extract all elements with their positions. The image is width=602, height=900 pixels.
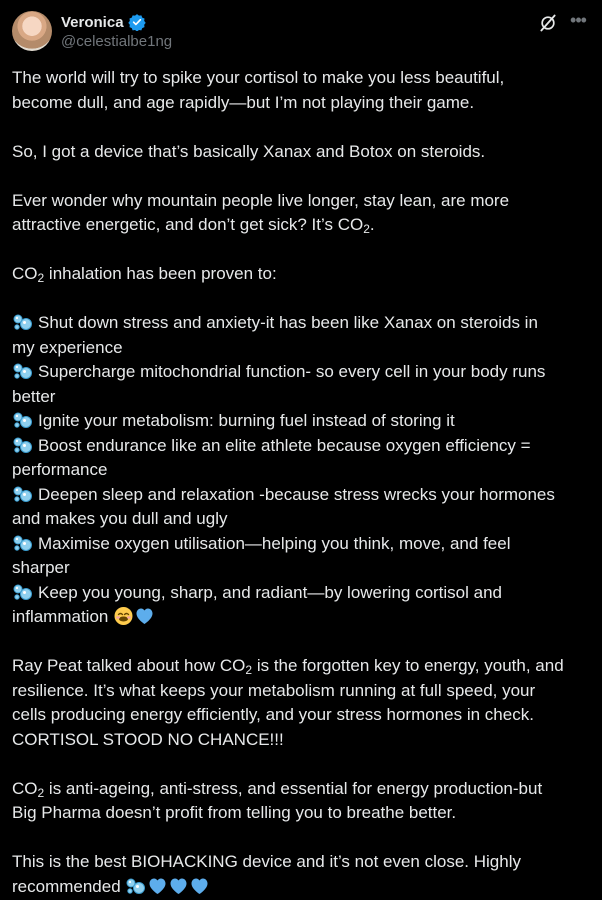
paragraph-5 bbox=[12, 654, 594, 752]
text-line bbox=[12, 654, 594, 679]
author-names bbox=[61, 12, 172, 50]
bubbles-emoji-icon bbox=[12, 362, 34, 380]
subscript: 2 bbox=[37, 785, 45, 800]
bullet-line bbox=[12, 483, 594, 508]
bullet-line bbox=[12, 581, 594, 606]
grok-icon[interactable] bbox=[538, 13, 558, 33]
bubbles-emoji-icon bbox=[12, 313, 34, 331]
bullet-text: better bbox=[12, 386, 56, 406]
blue-heart-emoji-icon bbox=[134, 606, 155, 626]
text-line: Ever wonder why mountain people live longer, stay lean, are more bbox=[12, 190, 510, 210]
text-fragment: recommended bbox=[12, 876, 121, 896]
verified-badge-icon bbox=[128, 13, 146, 31]
bullet-line bbox=[12, 409, 594, 434]
more-options-icon[interactable]: ••• bbox=[570, 10, 586, 30]
text-fragment: is anti-ageing, anti-stress, and essential for energy production-but bbox=[44, 778, 543, 798]
bubbles-emoji-icon bbox=[12, 583, 34, 601]
bullet-line bbox=[12, 360, 594, 385]
text-line bbox=[12, 777, 594, 802]
blue-heart-emoji-icon bbox=[189, 876, 210, 896]
bubbles-emoji-icon bbox=[12, 534, 34, 552]
subscript: 2 bbox=[245, 663, 253, 677]
bubbles-emoji-icon bbox=[12, 485, 34, 503]
text-line bbox=[12, 213, 594, 238]
text-line: Big Pharma doesn’t profit from telling you to breathe better. bbox=[12, 803, 457, 822]
bullet-line bbox=[12, 434, 594, 459]
paragraph-1 bbox=[12, 66, 594, 115]
blue-heart-emoji-icon bbox=[168, 876, 189, 896]
bullet-text: Keep you young, sharp, and radiant—by lowering cortisol and bbox=[38, 582, 503, 602]
paragraph-3 bbox=[12, 189, 594, 238]
avatar[interactable] bbox=[12, 11, 52, 51]
bubbles-emoji-icon bbox=[12, 411, 34, 429]
paragraph-4 bbox=[12, 262, 594, 287]
paragraph-7 bbox=[12, 850, 594, 899]
bullet-list bbox=[12, 311, 594, 630]
text-line bbox=[12, 262, 594, 287]
bullet-text: performance bbox=[12, 460, 108, 479]
text-line: The world will try to spike your cortisol to make you less beautiful, bbox=[12, 68, 505, 87]
bullet-line bbox=[12, 532, 594, 557]
text-line: become dull, and age rapidly—but I’m not playing their game. bbox=[12, 92, 475, 112]
bullet-text: Shut down stress and anxiety-it has been like Xanax on steroids in bbox=[38, 313, 538, 332]
bullet-text: Boost endurance like an elite athlete because oxygen efficiency = bbox=[38, 435, 531, 455]
text-line: This is the best BIOHACKING device and it’s not even close. Highly bbox=[12, 852, 521, 871]
text-line: So, I got a device that’s basically Xanax and Botox on steroids. bbox=[12, 141, 486, 161]
bubbles-emoji-icon bbox=[12, 436, 34, 454]
text-line bbox=[12, 875, 594, 900]
bullet-text: and makes you dull and ugly bbox=[12, 509, 228, 528]
bullet-text: Ignite your metabolism: burning fuel instead of storing it bbox=[38, 411, 455, 430]
subscript: 2 bbox=[37, 271, 45, 285]
bullet-text: my experience bbox=[12, 337, 123, 357]
bullet-text: sharper bbox=[12, 558, 70, 577]
paragraph-6 bbox=[12, 777, 594, 826]
display-name-row bbox=[61, 12, 172, 32]
text-fragment: CO bbox=[12, 778, 38, 798]
text-fragment: attractive energetic, and don’t get sick? It’s CO bbox=[12, 215, 364, 234]
text-line: CORTISOL STOOD NO CHANCE!!! bbox=[12, 729, 284, 749]
bullet-line bbox=[12, 311, 594, 336]
paragraph-2 bbox=[12, 140, 594, 165]
text-fragment: . bbox=[369, 215, 375, 234]
tweet-header bbox=[12, 10, 590, 54]
text-fragment: CO bbox=[12, 264, 38, 283]
text-line: cells producing energy efficiently, and your stress hormones in check. bbox=[12, 705, 534, 724]
text-line: resilience. It’s what keeps your metabolism running at full speed, your bbox=[12, 680, 536, 700]
smiling-face-emoji-icon bbox=[113, 606, 134, 626]
bullet-text: Deepen sleep and relaxation -because stress wrecks your hormones bbox=[38, 484, 555, 504]
bullet-text: inflammation bbox=[12, 607, 109, 626]
bubbles-emoji-icon bbox=[125, 877, 147, 895]
bullet-text: Supercharge mitochondrial function- so every cell in your body runs bbox=[38, 362, 546, 381]
text-fragment: inhalation has been proven to: bbox=[44, 264, 277, 283]
bullet-line bbox=[12, 605, 594, 630]
text-fragment: is the forgotten key to energy, youth, and bbox=[252, 656, 564, 675]
display-name[interactable]: Veronica bbox=[61, 13, 124, 31]
handle[interactable]: @celestialbe1ng bbox=[61, 33, 173, 50]
blue-heart-emoji-icon bbox=[147, 876, 168, 896]
bullet-text: Maximise oxygen utilisation—helping you think, move, and feel bbox=[38, 533, 511, 553]
tweet-text bbox=[12, 66, 594, 899]
subscript: 2 bbox=[363, 222, 370, 236]
text-fragment: Ray Peat talked about how CO bbox=[12, 656, 246, 675]
